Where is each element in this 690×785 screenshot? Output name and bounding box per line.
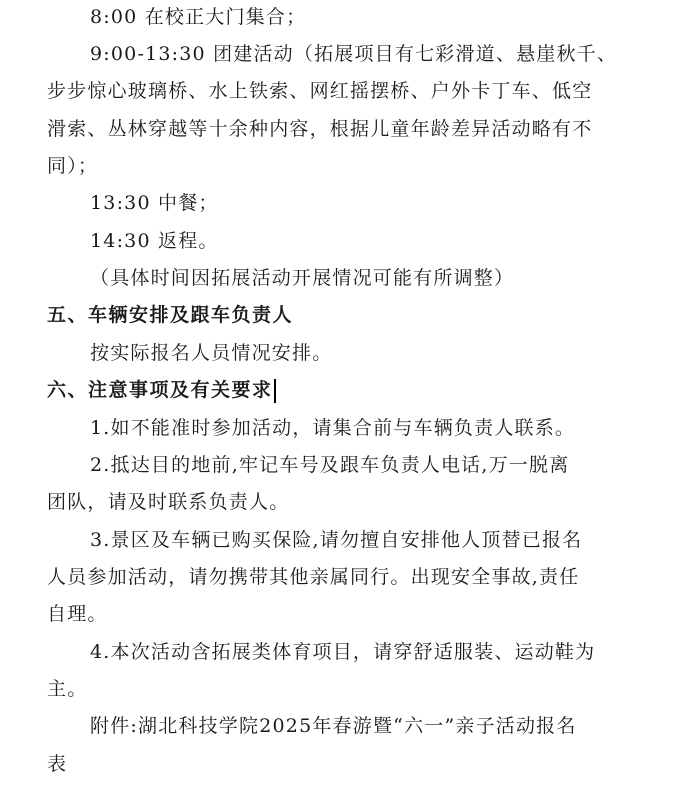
- notice-item-2-line-1: 2.抵达目的地前,牢记车号及跟车负责人电话,万一脱离: [90, 454, 570, 476]
- schedule-activity-line-1: 9:00-13:30 团建活动（拓展项目有七彩滑道、悬崖秋千、: [90, 43, 618, 65]
- schedule-return: 14:30 返程。: [90, 230, 219, 252]
- attachment-line-1: 附件:湖北科技学院2025年春游暨“六一”亲子活动报名: [90, 715, 577, 737]
- notice-item-4-line-2: 主。: [47, 678, 88, 700]
- text-cursor: [274, 379, 276, 403]
- schedule-activity-line-3: 滑索、丛林穿越等十余种内容，根据儿童年龄差异活动略有不: [47, 118, 593, 140]
- schedule-lunch: 13:30 中餐；: [90, 192, 219, 214]
- section-5-body: 按实际报名人员情况安排。: [90, 342, 333, 364]
- schedule-activity-line-4: 同）；: [47, 155, 99, 177]
- schedule-gather: 8:00 在校正大门集合；: [90, 6, 307, 28]
- section-5-heading: 五、车辆安排及跟车负责人: [47, 304, 294, 326]
- notice-item-2-line-2: 团队，请及时联系负责人。: [47, 491, 290, 513]
- notice-item-3-line-1: 3.景区及车辆已购买保险,请勿擅自安排他人顶替已报名: [90, 529, 583, 551]
- notice-item-4-line-1: 4.本次活动含拓展类体育项目，请穿舒适服装、运动鞋为: [90, 641, 596, 663]
- notice-item-1: 1.如不能准时参加活动，请集合前与车辆负责人联系。: [90, 417, 576, 439]
- notice-item-3-line-2: 人员参加活动，请勿携带其他亲属同行。出现安全事故,责任: [47, 566, 580, 588]
- attachment-line-2: 表: [47, 753, 68, 775]
- notice-item-3-line-3: 自理。: [47, 603, 108, 625]
- section-6-heading-row: [47, 377, 276, 403]
- section-6-heading: 六、注意事项及有关要求: [47, 379, 273, 401]
- schedule-activity-line-2: 步步惊心玻璃桥、水上铁索、网红摇摆桥、户外卡丁车、低空: [47, 80, 593, 102]
- schedule-note: （具体时间因拓展活动开展情况可能有所调整）: [90, 267, 515, 289]
